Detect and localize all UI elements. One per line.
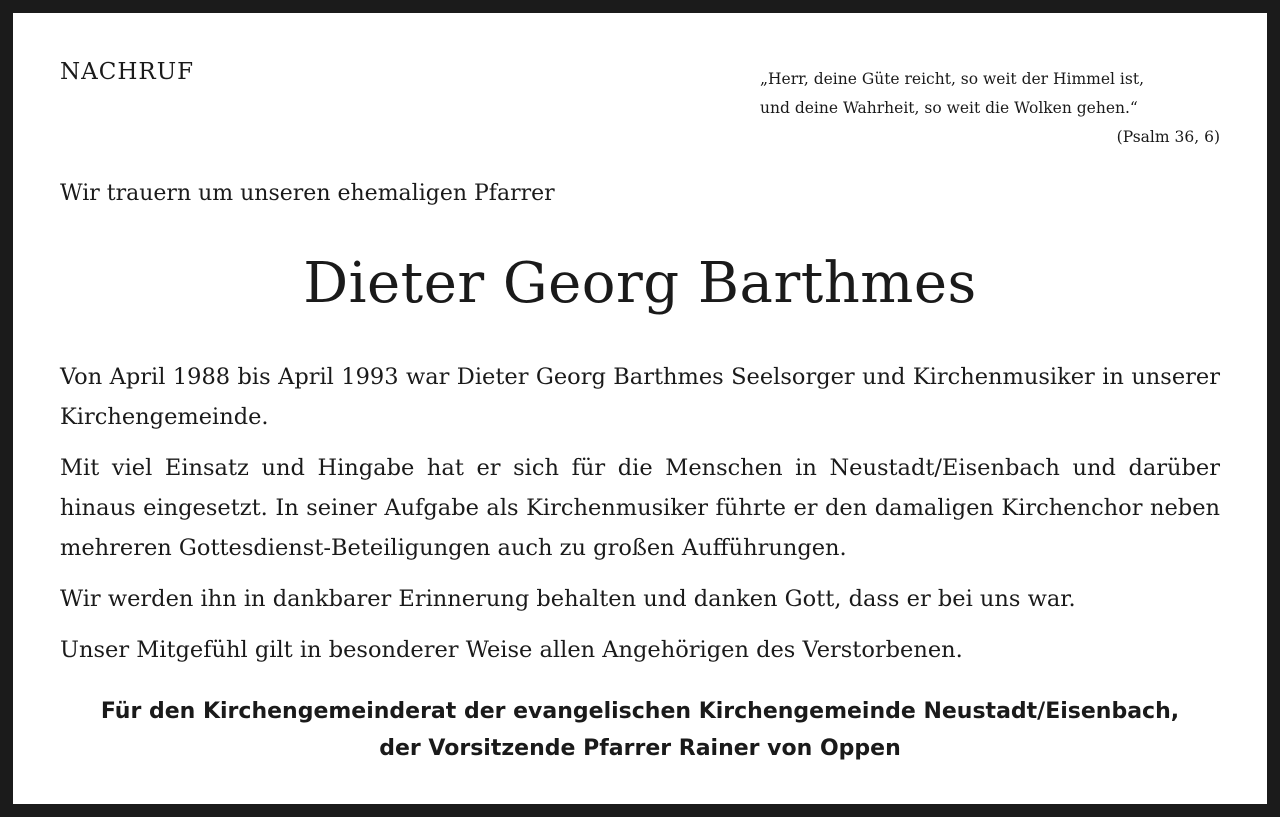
psalm-verse: [720, 65, 1220, 152]
deceased-name: Dieter Georg Barthmes: [303, 251, 977, 316]
obituary-notice: [13, 13, 1267, 804]
paragraph-tenure: Von April 1988 bis April 1993 war Dieter Georg Barthmes Seelsorger und Kirchenmusiker in unserer Kirchengemeinde.: [60, 364, 1220, 430]
signature-line-1: Für den Kirchengemeinderat der evangelischen Kirchengemeinde Neustadt/Eisenbach,: [100, 699, 1180, 724]
paragraph-commitment: Mit viel Einsatz und Hingabe hat er sich für die Menschen in Neustadt/Eisenbach und darüber hinaus eingesetzt. In seiner Aufgabe als Kirchenmusiker führte er den damaligen Kirchenchor neben mehreren Gottesdienst-Beteiligungen auch zu großen Aufführungen.: [60, 455, 1220, 561]
paragraph-condolence: Unser Mitgefühl gilt in besonderer Weise allen Angehörigen des Verstorbenen.: [60, 637, 963, 663]
signature-block: [60, 693, 1220, 767]
verse-line-2: und deine Wahrheit, so weit die Wolken gehen.“: [760, 99, 1138, 117]
intro-text: Wir trauern um unseren ehemaligen Pfarrer: [60, 181, 555, 206]
verse-reference: (Psalm 36, 6): [1116, 128, 1220, 146]
notice-label: NACHRUF: [60, 59, 195, 85]
verse-line-1: „Herr, deine Güte reicht, so weit der Himmel ist,: [760, 70, 1144, 88]
signature-line-2: der Vorsitzende Pfarrer Rainer von Oppen: [379, 736, 901, 761]
paragraph-remembrance: Wir werden ihn in dankbarer Erinnerung behalten und danken Gott, dass er bei uns war.: [60, 586, 1076, 612]
notice-body: [60, 357, 1220, 681]
